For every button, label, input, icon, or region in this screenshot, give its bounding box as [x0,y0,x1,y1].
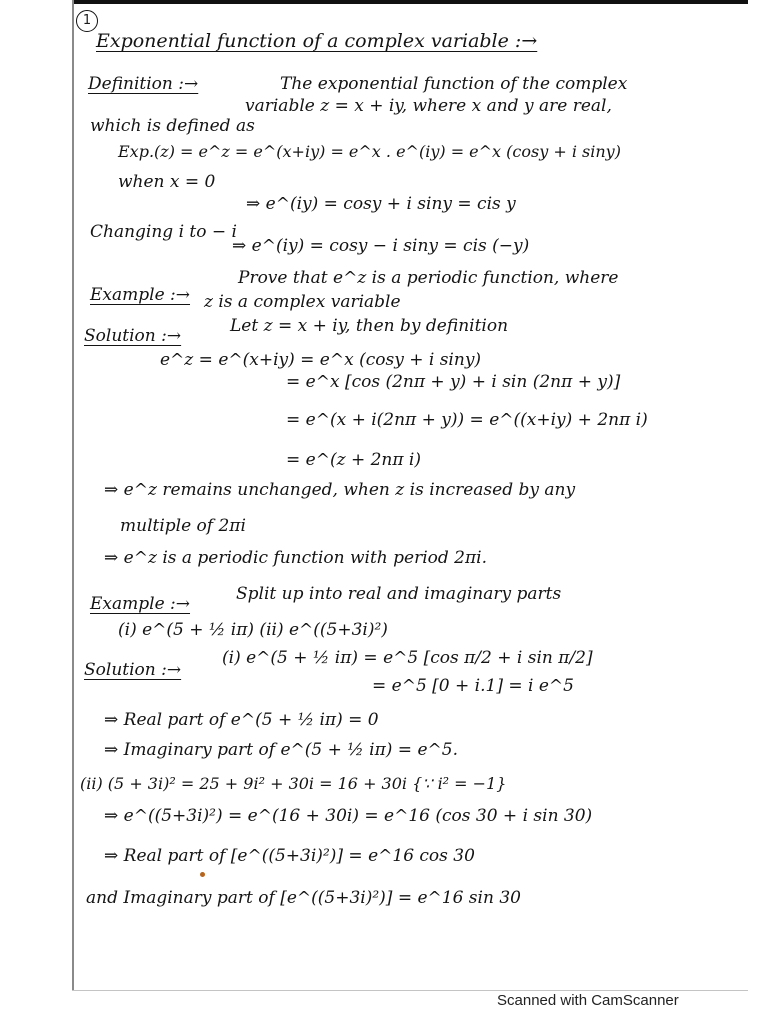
solution-1-conclusion-1: ⇒ e^z remains unchanged, when z is increased by any [104,480,576,500]
example-1-line-2: z is a complex variable [204,292,401,312]
solution-1-label: Solution :→ [84,326,182,346]
page-number: 1 [76,10,98,32]
definition-result-1: ⇒ e^(iy) = cosy + i siny = cis y [246,194,516,214]
top-rule [72,0,748,4]
example-1-line-1: Prove that e^z is a periodic function, where [238,268,619,288]
margin-line [72,0,74,990]
scanner-watermark: Scanned with CamScanner [497,992,679,1009]
solution-1-step-2: = e^x [cos (2nπ + y) + i sin (2nπ + y)] [286,372,621,392]
solution-2-line-5: (ii) (5 + 3i)² = 25 + 9i² + 30i = 16 + 30i {∵ i² = −1} [80,774,507,793]
example-2-parts: (i) e^(5 + ½ iπ) (ii) e^((5+3i)²) [118,620,388,640]
solution-1-line-1: Let z = x + iy, then by definition [230,316,509,336]
definition-result-2: ⇒ e^(iy) = cosy − i siny = cis (−y) [232,236,530,256]
example-2-text: Split up into real and imaginary parts [236,584,562,604]
bottom-rule [72,990,748,991]
solution-1-step-4: = e^(z + 2nπ i) [286,450,422,470]
solution-2-line-4: ⇒ Imaginary part of e^(5 + ½ iπ) = e^5. [104,740,458,760]
example-2-label: Example :→ [90,594,191,614]
solution-2-line-2: = e^5 [0 + i.1] = i e^5 [372,676,574,696]
definition-line-2: variable z = x + iy, where x and y are real, [245,96,612,116]
definition-changing: Changing i to − i [90,222,237,242]
page-title: Exponential function of a complex variable :→ [96,30,538,52]
solution-2-line-1: (i) e^(5 + ½ iπ) = e^5 [cos π/2 + i sin π/2] [222,648,593,668]
definition-line-3: which is defined as [90,116,255,136]
solution-2-label: Solution :→ [84,660,182,680]
solution-2-line-6: ⇒ e^((5+3i)²) = e^(16 + 30i) = e^16 (cos 30 + i sin 30) [104,806,593,826]
solution-2-line-3: ⇒ Real part of e^(5 + ½ iπ) = 0 [104,710,379,730]
solution-2-line-7: ⇒ Real part of [e^((5+3i)²)] = e^16 cos 30 [104,846,475,866]
definition-when: when x = 0 [118,172,216,192]
solution-1-step-3: = e^(x + i(2nπ + y)) = e^((x+iy) + 2nπ i) [286,410,648,430]
solution-1-conclusion-2: multiple of 2πi [120,516,246,536]
solution-2-line-8: and Imaginary part of [e^((5+3i)²)] = e^16 sin 30 [86,888,521,908]
definition-formula: Exp.(z) = e^z = e^(x+iy) = e^x . e^(iy) = e^x (cosy + i siny) [118,142,621,161]
definition-line-1: The exponential function of the complex [280,74,628,94]
definition-label: Definition :→ [88,74,199,94]
solution-1-step-1: e^z = e^(x+iy) = e^x (cosy + i siny) [160,350,482,370]
ink-smudge [200,872,205,877]
example-1-label: Example :→ [90,285,191,305]
solution-1-conclusion-3: ⇒ e^z is a periodic function with period 2πi. [104,548,487,568]
